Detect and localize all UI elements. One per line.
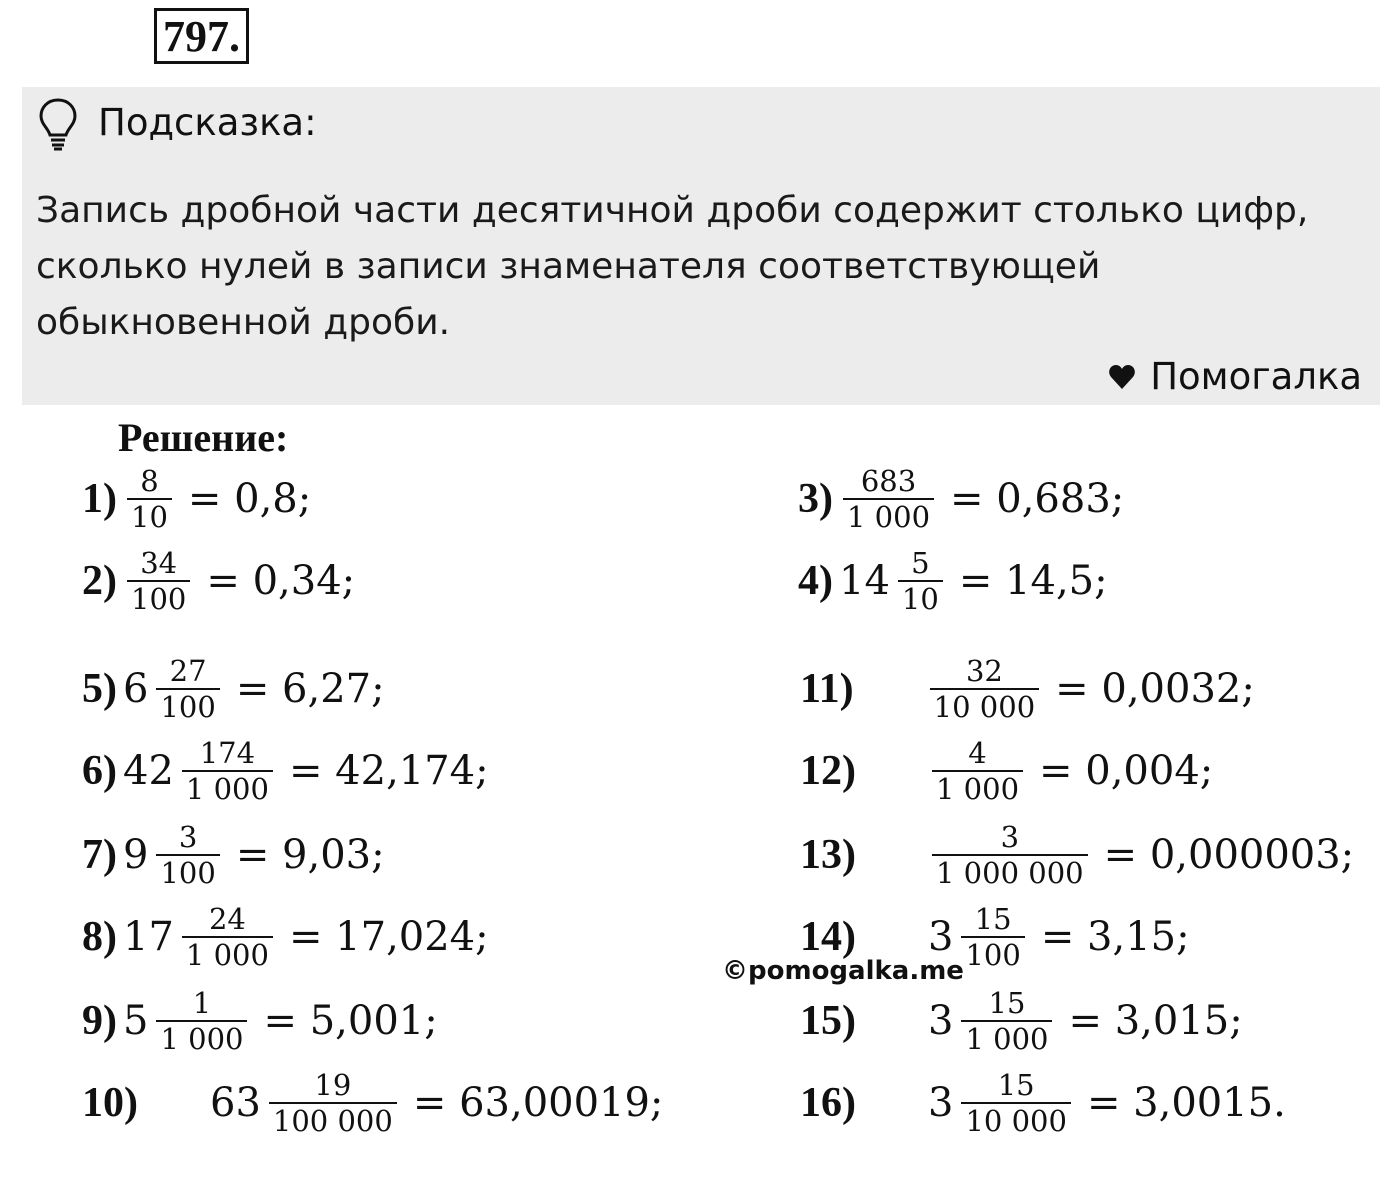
solution-item [82, 548, 355, 615]
item-result: = 0,0032; [1055, 666, 1255, 713]
fraction-denominator: 1 000 [932, 770, 1023, 804]
fraction-numerator: 5 [911, 546, 930, 580]
fraction-denominator: 1 000 [182, 936, 273, 970]
item-fraction [898, 548, 943, 615]
solution-item [798, 548, 1108, 615]
fraction-numerator: 3 [1000, 820, 1020, 854]
item-fraction [932, 738, 1023, 805]
item-fraction [182, 738, 273, 805]
fraction-numerator: 19 [314, 1068, 352, 1102]
hint-line: обыкновенной дроби. [36, 302, 451, 343]
item-result: = 3,15; [1040, 914, 1190, 961]
item-index: 8) [82, 914, 117, 961]
fraction-denominator: 100 [961, 936, 1024, 970]
item-index: 5) [82, 666, 117, 713]
fraction-denominator: 10 [127, 498, 172, 532]
fraction-denominator: 1 000 [156, 1020, 247, 1054]
item-result: = 3,015; [1068, 998, 1243, 1045]
item-fraction [127, 466, 172, 533]
hint-panel [22, 87, 1380, 405]
item-index: 4) [798, 558, 833, 605]
item-fraction [961, 904, 1024, 971]
watermark: ©pomogalka.me [722, 956, 964, 986]
solution-item [798, 466, 1124, 533]
solution-item [82, 904, 489, 971]
hint-text [36, 183, 1366, 351]
item-result: = 3,0015. [1086, 1080, 1286, 1127]
fraction-denominator: 10 000 [961, 1102, 1070, 1136]
lightbulb-icon [38, 97, 78, 151]
item-whole-part: 42 [123, 748, 174, 795]
item-fraction [932, 822, 1088, 889]
hint-title: Подсказка: [98, 101, 317, 144]
hint-line: сколько нулей в записи знаменателя соответствующей [36, 246, 1101, 287]
item-fraction [156, 822, 219, 889]
item-fraction [127, 548, 190, 615]
solution-item [800, 822, 1354, 889]
item-index: 14) [800, 914, 856, 961]
item-index: 11) [800, 666, 854, 713]
fraction-denominator: 1 000 [843, 498, 934, 532]
solution-item [82, 1070, 663, 1137]
item-result: = 0,8; [187, 476, 312, 523]
item-result: = 14,5; [958, 558, 1108, 605]
solution-item [82, 988, 438, 1055]
fraction-denominator: 100 [156, 854, 219, 888]
fraction-numerator: 15 [974, 902, 1012, 936]
fraction-numerator: 34 [140, 546, 178, 580]
brand-text: Помогалка [1150, 355, 1362, 398]
fraction-denominator: 100 [156, 688, 219, 722]
item-index: 2) [82, 558, 117, 605]
item-index: 13) [800, 832, 856, 879]
item-fraction [843, 466, 934, 533]
hint-line: Запись дробной части десятичной дроби содержит столько цифр, [36, 190, 1309, 231]
item-fraction [182, 904, 273, 971]
solution-title: Решение: [118, 415, 289, 460]
solution-item [82, 466, 311, 533]
fraction-denominator: 10 000 [930, 688, 1039, 722]
solution-item [800, 1070, 1286, 1137]
solution-item [800, 738, 1213, 805]
item-result: = 0,004; [1039, 748, 1214, 795]
item-result: = 42,174; [288, 748, 489, 795]
item-whole-part: 6 [123, 666, 149, 713]
fraction-numerator: 15 [988, 986, 1026, 1020]
fraction-denominator: 1 000 000 [932, 854, 1088, 888]
item-whole-part: 3 [928, 998, 954, 1045]
brand-label [1108, 355, 1362, 398]
solution-item [82, 656, 385, 723]
fraction-denominator: 1 000 [961, 1020, 1052, 1054]
item-whole-part: 63 [210, 1080, 261, 1127]
fraction-numerator: 174 [199, 736, 256, 770]
fraction-numerator: 24 [208, 902, 246, 936]
item-index: 15) [800, 998, 856, 1045]
item-result: = 5,001; [263, 998, 438, 1045]
fraction-numerator: 27 [169, 654, 207, 688]
solution-item [82, 822, 385, 889]
item-result: = 9,03; [235, 832, 385, 879]
fraction-numerator: 8 [140, 464, 159, 498]
solution-item [82, 738, 489, 805]
item-whole-part: 9 [123, 832, 149, 879]
task-number: 797. [154, 8, 249, 64]
item-whole-part: 17 [123, 914, 174, 961]
item-result: = 0,683; [950, 476, 1125, 523]
item-result: = 0,34; [206, 558, 356, 605]
fraction-numerator: 683 [860, 464, 917, 498]
fraction-denominator: 1 000 [182, 770, 273, 804]
item-result: = 63,00019; [412, 1080, 664, 1127]
item-index: 12) [800, 748, 856, 795]
item-result: = 6,27; [235, 666, 385, 713]
item-fraction [156, 656, 219, 723]
fraction-numerator: 4 [968, 736, 987, 770]
item-index: 1) [82, 476, 117, 523]
heart-icon [1108, 364, 1136, 390]
item-whole-part: 14 [839, 558, 890, 605]
item-index: 7) [82, 832, 117, 879]
solution-item [800, 656, 1255, 723]
fraction-numerator: 32 [965, 654, 1003, 688]
item-result: = 17,024; [288, 914, 489, 961]
item-whole-part: 3 [928, 1080, 954, 1127]
fraction-numerator: 1 [192, 986, 212, 1020]
item-index: 6) [82, 748, 117, 795]
item-whole-part: 5 [123, 998, 149, 1045]
item-fraction [961, 1070, 1070, 1137]
item-index: 9) [82, 998, 117, 1045]
item-fraction [961, 988, 1052, 1055]
item-fraction [269, 1070, 397, 1137]
fraction-denominator: 100 [127, 580, 190, 614]
item-result: = 0,000003; [1103, 832, 1355, 879]
item-index: 16) [800, 1080, 856, 1127]
fraction-denominator: 100 000 [269, 1102, 397, 1136]
fraction-denominator: 10 [898, 580, 943, 614]
item-index: 3) [798, 476, 833, 523]
item-whole-part: 3 [928, 914, 954, 961]
item-index: 10) [82, 1080, 138, 1127]
fraction-numerator: 3 [178, 820, 198, 854]
solution-item [800, 988, 1243, 1055]
item-fraction [930, 656, 1039, 723]
item-fraction [156, 988, 247, 1055]
fraction-numerator: 15 [997, 1068, 1035, 1102]
